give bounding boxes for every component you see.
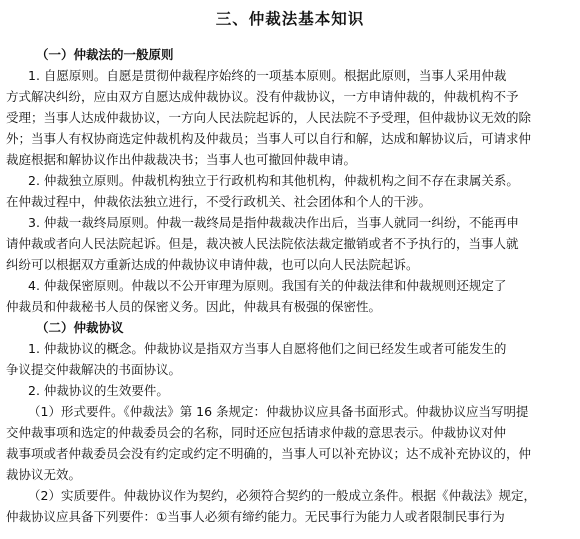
text-line: 1. 仲裁协议的概念。仲裁协议是指双方当事人自愿将他们之间已经发生或者可能发生的 <box>28 341 507 356</box>
text-line: 2. 仲裁协议的生效要件。 <box>28 383 169 398</box>
text-line: 4. 仲裁保密原则。仲裁以不公开审理为原则。我国有关的仲裁法律和仲裁规则还规定了 <box>28 278 507 293</box>
document-title: 三、仲裁法基本知识 <box>215 10 365 28</box>
text-line: 方式解决纠纷，应由双方自愿达成仲裁协议。没有仲裁协议，一方申请仲裁的，仲裁机构不予 <box>6 89 519 104</box>
text-line: 裁协议无效。 <box>6 467 82 482</box>
section-heading-arbitration-agreement: （二）仲裁协议 <box>36 320 124 335</box>
paragraph-final-award-principle <box>6 212 574 275</box>
paragraph-validity-requirements <box>6 380 574 401</box>
text-line: 争议提交仲裁解决的书面协议。 <box>6 362 182 377</box>
text-line: 请仲裁或者向人民法院起诉。但是，裁决被人民法院依法裁定撤销或者不予执行的，当事人就 <box>6 236 519 251</box>
paragraph-confidentiality-principle <box>6 275 574 317</box>
text-line: 交仲裁事项和选定的仲裁委员会的名称，同时还应包括请求仲裁的意思表示。仲裁协议对仲 <box>6 425 507 440</box>
text-line: （2）实质要件。仲裁协议作为契约，必须符合契约的一般成立条件。根据《仲裁法》规定， <box>28 488 536 503</box>
text-line: 在仲裁过程中，仲裁依法独立进行，不受行政机关、社会团体和个人的干涉。 <box>6 194 432 209</box>
text-line: 外；当事人有权协商选定仲裁机构及仲裁员；当事人可以自行和解，达成和解协议后，可请求仲 <box>6 131 532 146</box>
text-line: 裁事项或者仲裁委员会没有约定或约定不明确的，当事人可以补充协议；达不成补充协议的，仲 <box>6 446 532 461</box>
text-line: 裁庭根据和解协议作出仲裁裁决书；当事人也可撤回仲裁申请。 <box>6 152 357 167</box>
text-line: 1. 自愿原则。自愿是贯彻仲裁程序始终的一项基本原则。根据此原则，当事人采用仲裁 <box>28 68 507 83</box>
text-line: （1）形式要件。《仲裁法》第 16 条规定：仲裁协议应具备书面形式。仲裁协议应当写明提 <box>28 404 529 419</box>
text-line: 纠纷可以根据双方重新达成的仲裁协议申请仲裁，也可以向人民法院起诉。 <box>6 257 419 272</box>
section-heading-general-principles: （一）仲裁法的一般原则 <box>36 47 174 62</box>
paragraph-independence-principle <box>6 170 574 212</box>
text-line: 仲裁协议应具备下列要件：①当事人必须有缔约能力。无民事行为能力人或者限制民事行为 <box>6 509 505 524</box>
text-line: 3. 仲裁一裁终局原则。仲裁一裁终局是指仲裁裁决作出后，当事人就同一纠纷，不能再申 <box>28 215 519 230</box>
text-line: 仲裁员和仲裁秘书人员的保密义务。因此，仲裁具有极强的保密性。 <box>6 299 382 314</box>
paragraph-voluntary-principle <box>6 65 574 170</box>
paragraph-substantive-requirements <box>6 485 574 527</box>
text-line: 2. 仲裁独立原则。仲裁机构独立于行政机构和其他机构，仲裁机构之间不存在隶属关系。 <box>28 173 519 188</box>
paragraph-agreement-concept <box>6 338 574 380</box>
text-line: 受理；当事人达成仲裁协议，一方向人民法院起诉的，人民法院不予受理，但仲裁协议无效的除 <box>6 110 532 125</box>
paragraph-formal-requirements <box>6 401 574 485</box>
